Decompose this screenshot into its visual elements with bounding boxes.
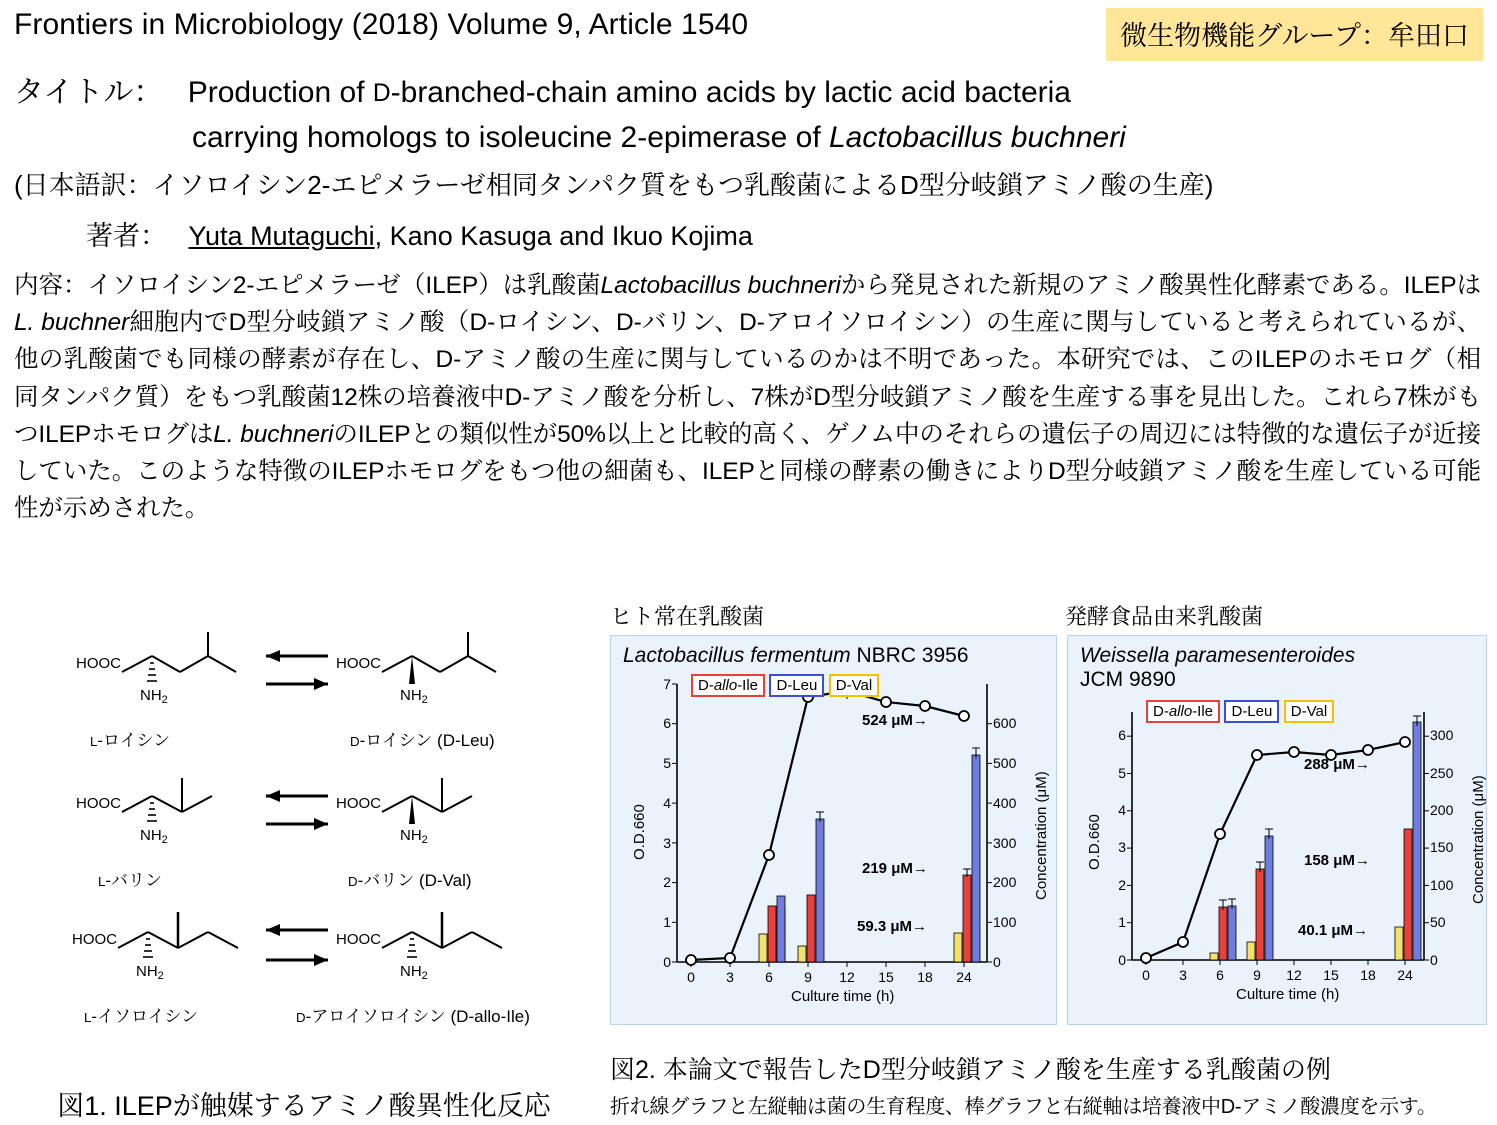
legend-d-val: D-Val (829, 674, 879, 697)
figure2-caption (610, 1050, 1490, 1119)
annotation-219: 219 μM→ (862, 860, 928, 878)
page-header (0, 0, 1497, 61)
svg-text:HOOC: HOOC (76, 795, 121, 812)
label-l-isoleucine-text: -イソロイシン (91, 1007, 199, 1026)
svg-text:18: 18 (1360, 967, 1376, 984)
label-l-leucine-text: -ロイシン (97, 731, 171, 750)
svg-text:1: 1 (1118, 914, 1126, 931)
svg-text:300: 300 (993, 835, 1017, 852)
figure1-scheme (14, 630, 594, 1026)
figure2-caption-main: 図2. 本論文で報告したD型分岐鎖アミノ酸を生産する乳酸菌の例 (610, 1056, 1331, 1084)
label-l-valine-text: -バリン (105, 871, 163, 890)
svg-text:150: 150 (1430, 839, 1454, 856)
y-axis-label-od: O.D.660 (631, 804, 648, 861)
abstract-seg-1: 内容：イソロイシン2-エピメラーゼ（ILEP）は乳酸菌 (14, 272, 601, 299)
svg-text:50: 50 (1430, 914, 1446, 931)
panel-heading-left: ヒト常在乳酸菌 (610, 604, 765, 629)
svg-text:600: 600 (993, 715, 1017, 732)
label-d-valine (348, 866, 472, 891)
svg-text:18: 18 (917, 969, 933, 986)
svg-text:3: 3 (726, 969, 734, 986)
svg-text:12: 12 (839, 969, 855, 986)
svg-text:0: 0 (1118, 952, 1126, 969)
svg-text:15: 15 (878, 969, 894, 986)
svg-text:6: 6 (1216, 967, 1224, 984)
reaction-row-leucine (14, 630, 594, 762)
svg-text:NH2: $NH_2$ (140, 687, 168, 706)
svg-text:7: 7 (663, 676, 671, 693)
chart-title-weissella (1080, 644, 1478, 692)
label-l-valine (98, 866, 162, 891)
chart-legend-weissella (1146, 700, 1334, 728)
svg-text:NH2: $NH_2$ (136, 963, 164, 982)
abstract-seg-3: 細胞内でD型分岐鎖アミノ酸（D-ロイシン、D-バリン、D-アロイソロイシン）の生産に関与していると考えられているが、他の乳酸菌でも同様の酵素が存在し、D-アミノ酸の生産に関与しているのかは不明であった。本研究では、このILEPのホモログ（相同タンパク質）をもつ乳酸菌12株の培養液中D-アミノ酸を分析し、7株がD型分岐鎖アミノ酸を生産する事を見出した。これら7株がもつILEPホモログは (14, 309, 1482, 448)
annotation-40: 40.1 μM→ (1298, 922, 1369, 940)
figure2-panels (610, 635, 1490, 1025)
annotation-59: 59.3 μM→ (857, 918, 928, 936)
svg-text:0: 0 (687, 969, 695, 986)
title-smallcap-d: D (372, 80, 391, 107)
svg-text:15: 15 (1323, 967, 1339, 984)
svg-text:9: 9 (1253, 967, 1261, 984)
svg-text:0: 0 (1430, 952, 1438, 969)
journal-reference: Frontiers in Microbiology (2018) Volume 9, Article 1540 (14, 8, 749, 41)
abstract-italic-3: L. buchneri (213, 420, 334, 448)
title-text-post: -branched-chain amino acids by lactic acid bacteria (390, 76, 1071, 109)
svg-text:5: 5 (663, 755, 671, 772)
svg-text:HOOC: HOOC (76, 655, 121, 672)
svg-text:HOOC: HOOC (72, 931, 117, 948)
svg-text:300: 300 (1430, 727, 1454, 744)
figure2-panel-headings (610, 600, 1490, 635)
legend-d-leu: D-Leu (769, 674, 824, 697)
reaction-row-valine (14, 762, 594, 894)
authors-label: 著者： (86, 221, 167, 251)
svg-text:NH2: $NH_2$ (400, 963, 428, 982)
chart-title-fermentum-italic: Lactobacillus fermentum (623, 644, 851, 667)
legend-d-allo-ile: D-allo-Ile (691, 674, 765, 697)
label-d-leucine-text: -ロイシン (D-Leu) (359, 731, 495, 750)
chart-svg-fermentum (619, 670, 1049, 1020)
y2-axis-label-conc: Concentration (μM) (1033, 771, 1050, 901)
svg-text:3: 3 (1179, 967, 1187, 984)
svg-text:1: 1 (663, 914, 671, 931)
svg-text:NH2: $NH_2$ (400, 687, 428, 706)
panel-heading-right: 発酵食品由来乳酸菌 (1065, 604, 1264, 629)
y2-axis-label-conc-2: Concentration (μM) (1470, 775, 1487, 905)
reaction-row-isoleucine (14, 894, 594, 1026)
svg-text:NH2: $NH_2$ (140, 827, 168, 846)
paper-title-line1 (14, 67, 1485, 111)
label-l-valine-prefix: L (98, 874, 106, 889)
chart-area-fermentum (619, 670, 1049, 1020)
label-d-leucine (350, 726, 495, 751)
label-d-valine-prefix: D (348, 874, 358, 889)
x-axis-label-time-2: Culture time (h) (1236, 986, 1340, 1004)
annotation-158: 158 μM→ (1304, 852, 1370, 870)
abstract-italic-1: Lactobacillus buchneri (600, 272, 841, 299)
label-l-leucine (90, 726, 170, 751)
other-authors: , Kano Kasuga and Ikuo Kojima (374, 221, 753, 251)
svg-text:6: 6 (765, 969, 773, 986)
svg-text:500: 500 (993, 755, 1017, 772)
legend-d-allo-ile-2: D-allo-Ile (1146, 700, 1220, 723)
group-tag-badge: 微生物機能グループ：牟田口 (1106, 8, 1483, 61)
svg-text:2: 2 (1118, 877, 1126, 894)
svg-text:4: 4 (663, 795, 671, 812)
chart-panel-fermentum (610, 635, 1057, 1025)
paper-title-line2 (14, 121, 1485, 155)
svg-text:400: 400 (993, 795, 1017, 812)
svg-text:NH2: $NH_2$ (400, 827, 428, 846)
svg-text:24: 24 (1397, 967, 1413, 984)
title-block (0, 61, 1497, 253)
abstract-seg-4: のILEPとの類似性が50%以上と比較的高く、ゲノム中のそれらの遺伝子の周辺には特徴的な遺伝子が近接していた。このような特徴のILEPホモログをもつ他の細菌も、ILEPと同様の酵素の働きによりD型分岐鎖アミノ酸を生産している可能性が示めされた。 (14, 420, 1481, 523)
svg-text:HOOC: HOOC (336, 795, 381, 812)
svg-text:9: 9 (804, 969, 812, 986)
japanese-title: (日本語訳：イソロイシン2-エピメラーゼ相同タンパク質をもつ乳酸菌によるD型分岐鎖アミノ酸の生産) (14, 170, 1214, 200)
svg-text:100: 100 (993, 914, 1017, 931)
label-l-isoleucine (84, 1002, 198, 1027)
label-d-alloisoleucine (296, 1002, 530, 1027)
svg-text:6: 6 (1118, 727, 1126, 744)
svg-text:24: 24 (956, 969, 972, 986)
chart-title-fermentum-rest: NBRC 3956 (850, 644, 969, 667)
svg-text:0: 0 (993, 954, 1001, 971)
abstract-seg-2: から発見された新規のアミノ酸異性化酵素である。ILEPは (840, 272, 1481, 299)
figure1-caption: 図1. ILEPが触媒するアミノ酸異性化反応 (57, 1091, 551, 1121)
svg-text:4: 4 (1118, 802, 1126, 819)
legend-d-val-2: D-Val (1284, 700, 1334, 723)
svg-text:2: 2 (663, 874, 671, 891)
annotation-288: 288 μM→ (1304, 756, 1370, 774)
svg-text:200: 200 (993, 874, 1017, 891)
svg-text:3: 3 (663, 835, 671, 852)
label-d-valine-text: -バリン (D-Val) (357, 871, 472, 890)
title-label: タイトル： (14, 76, 164, 109)
y-axis-label-od-2: O.D.660 (1086, 814, 1103, 871)
label-d-alloisoleucine-prefix: D (296, 1010, 306, 1025)
label-l-isoleucine-prefix: L (84, 1010, 92, 1025)
svg-text:6: 6 (663, 715, 671, 732)
authors-line (14, 214, 1485, 253)
figures-area (0, 600, 1497, 1125)
svg-text:12: 12 (1286, 967, 1302, 984)
label-l-leucine-prefix: L (90, 734, 98, 749)
legend-d-leu-2: D-Leu (1224, 700, 1279, 723)
chart-title-fermentum (623, 644, 1048, 668)
chart-svg-weissella (1076, 694, 1480, 1016)
chart-panel-weissella (1067, 635, 1487, 1025)
svg-text:200: 200 (1430, 802, 1454, 819)
figure2-block (610, 600, 1490, 1025)
figure2-caption-sub: 折れ線グラフと左縦軸は菌の生育程度、棒グラフと右縦軸は培養液中D-アミノ酸濃度を示す。 (610, 1096, 1437, 1118)
organism-name-italic: Lactobacillus buchneri (829, 121, 1126, 154)
abstract-text (0, 253, 1497, 528)
annotation-524: 524 μM→ (862, 712, 928, 730)
first-author: Yuta Mutaguchi (188, 221, 375, 251)
label-d-leucine-prefix: D (350, 734, 360, 749)
x-axis-label-time: Culture time (h) (791, 988, 895, 1006)
title-text-pre: Production of (187, 76, 373, 109)
svg-text:5: 5 (1118, 765, 1126, 782)
chart-title-weissella-italic: Weissella paramesenteroides (1080, 644, 1356, 667)
chart-legend-fermentum (691, 674, 879, 702)
svg-text:100: 100 (1430, 877, 1454, 894)
svg-text:0: 0 (1142, 967, 1150, 984)
svg-text:HOOC: HOOC (336, 655, 381, 672)
title-line2-pre: carrying homologs to isoleucine 2-epimerase of (192, 121, 829, 154)
svg-text:HOOC: HOOC (336, 931, 381, 948)
svg-text:0: 0 (663, 954, 671, 971)
abstract-italic-2: L. buchner (14, 309, 130, 337)
svg-text:250: 250 (1430, 765, 1454, 782)
chart-area-weissella (1076, 694, 1487, 1016)
chart-title-weissella-rest: JCM 9890 (1080, 668, 1176, 692)
label-d-alloisoleucine-text: -アロイソロイシン (D-allo-Ile) (305, 1007, 530, 1026)
svg-text:3: 3 (1118, 839, 1126, 856)
